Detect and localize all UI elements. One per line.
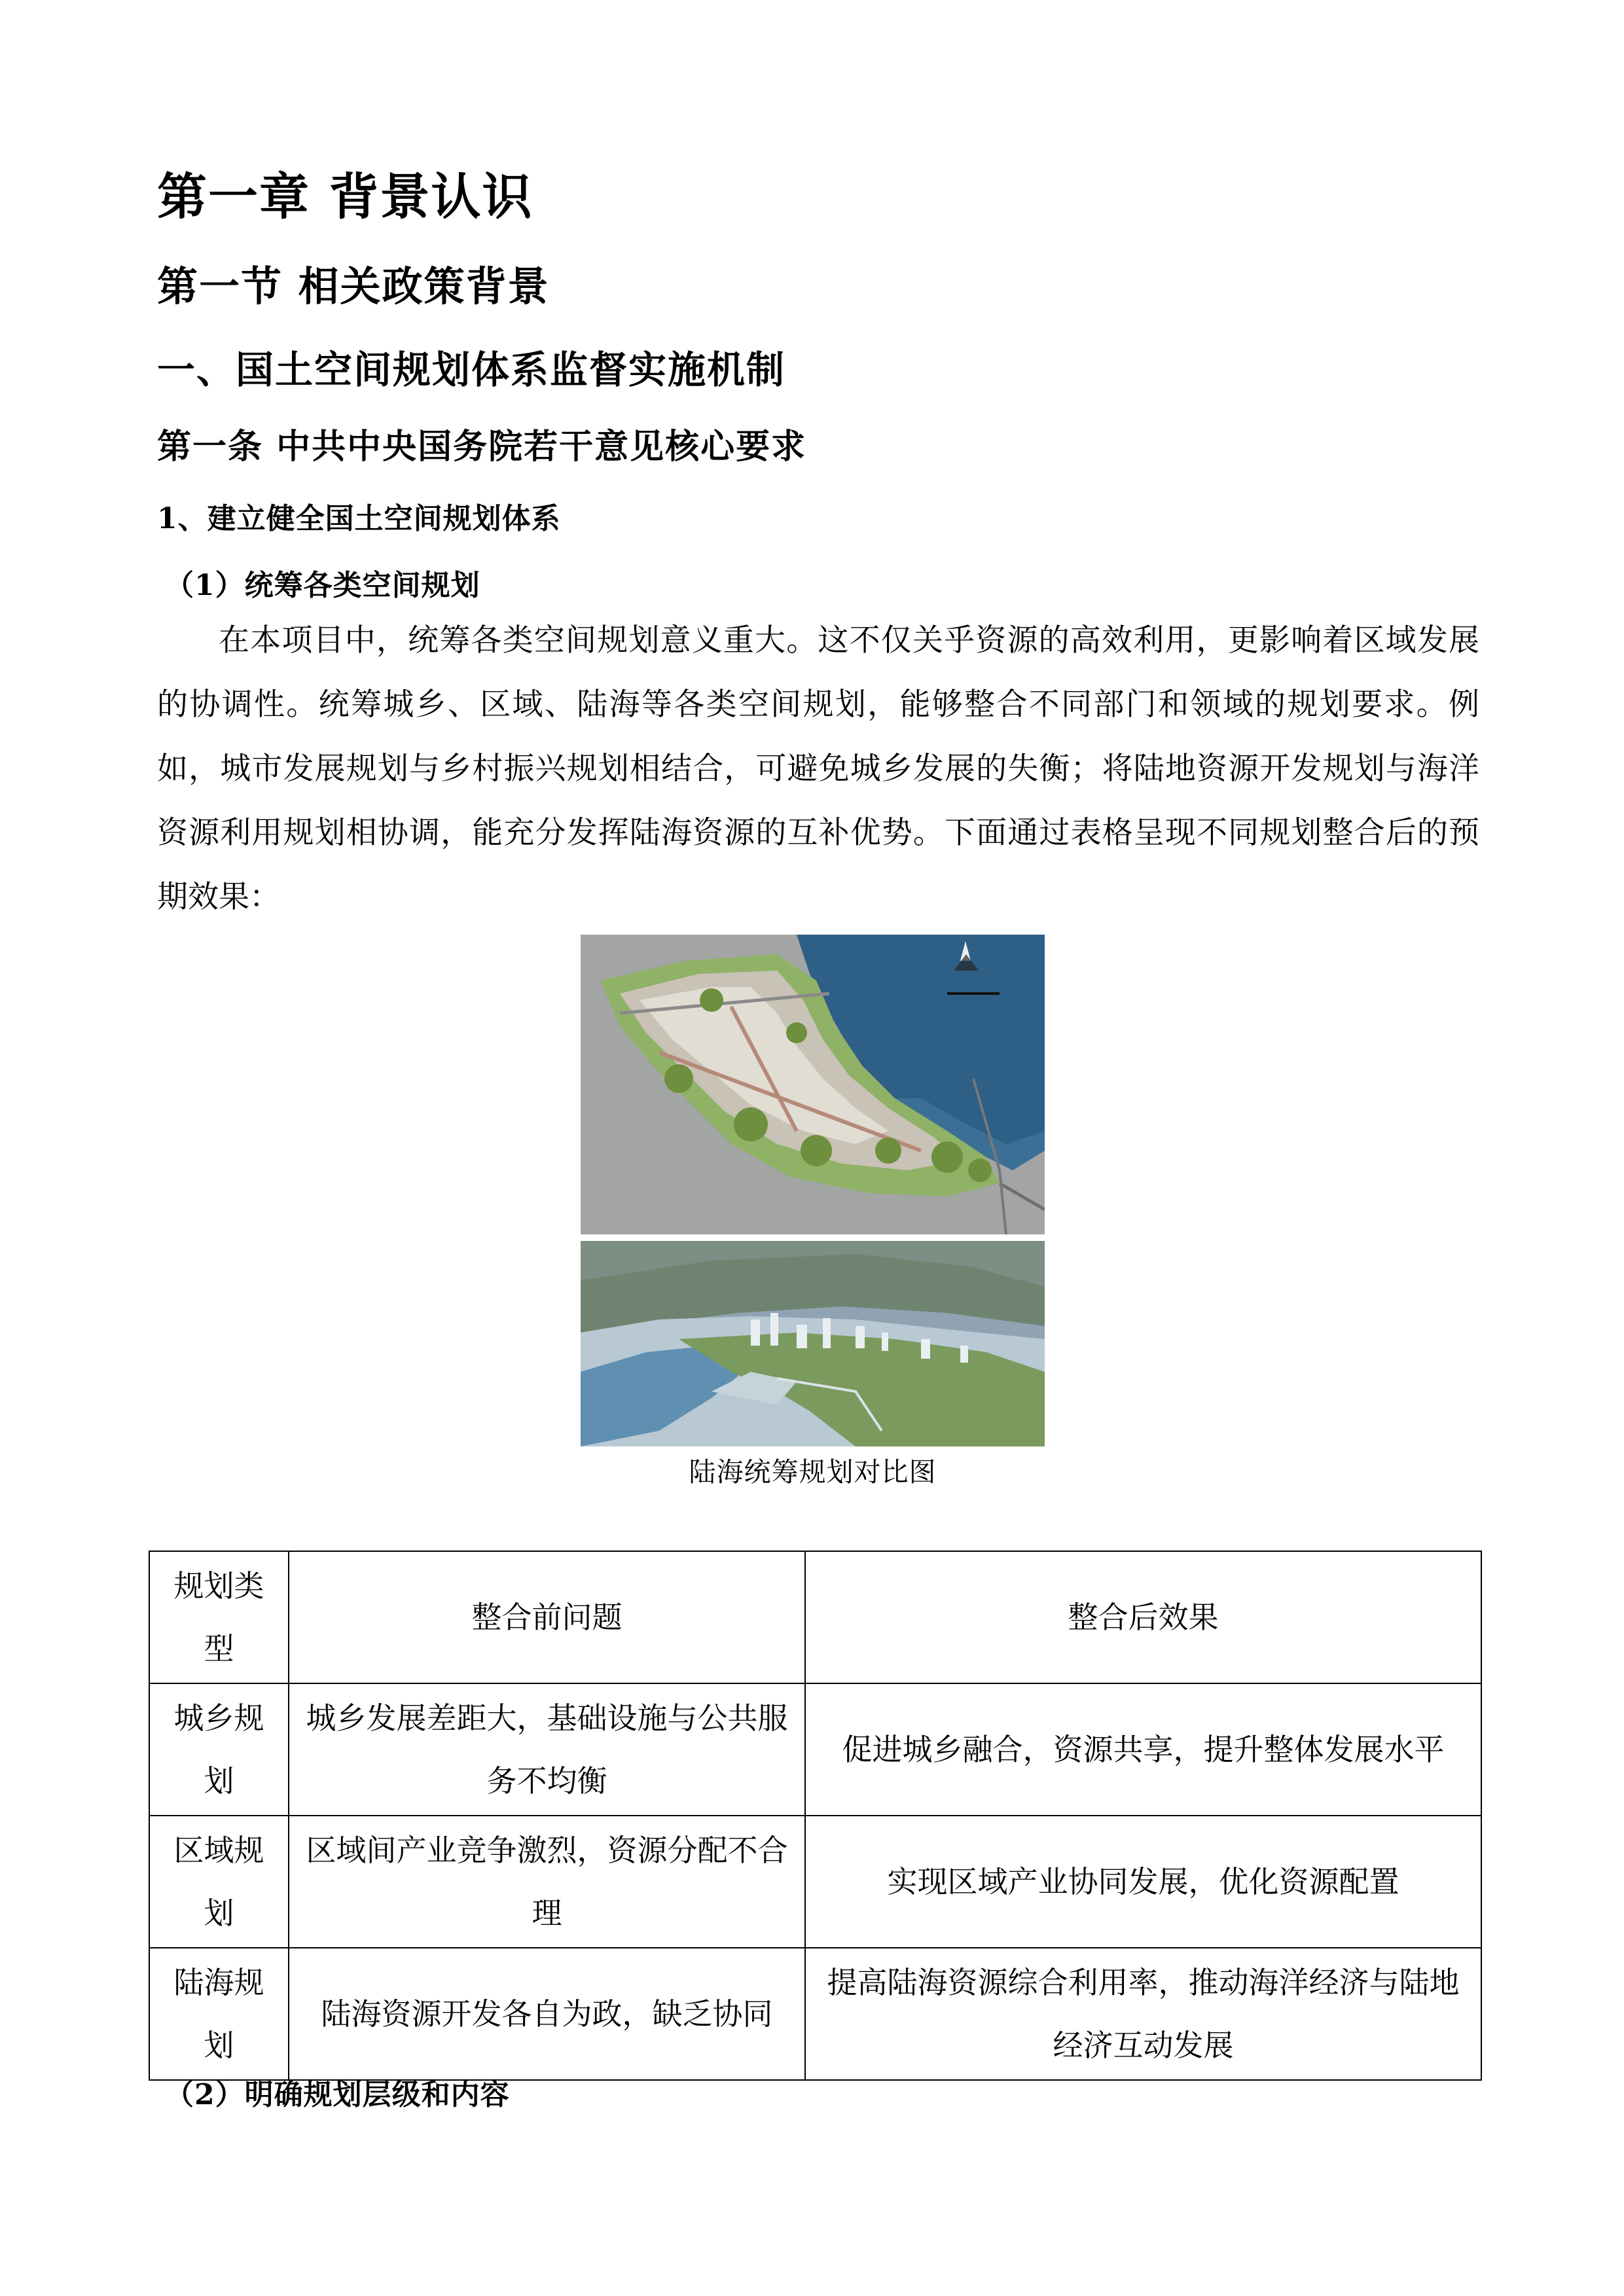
coastal-aerial-rendering-image: [581, 1241, 1045, 1446]
table-row: [149, 1816, 1481, 1948]
chapter-title: 第一章 背景认识: [157, 168, 533, 226]
header-cell-after: 整合后效果: [805, 1551, 1481, 1683]
master-plan-map-image: [581, 935, 1045, 1234]
table-cell-after: 实现区域产业协同发展，优化资源配置: [805, 1816, 1481, 1948]
header-cell-type: 规划类型: [149, 1551, 289, 1683]
table-cell-before: 区域间产业竞争激烈，资源分配不合理: [289, 1816, 805, 1948]
planning-figure: [581, 935, 1045, 1446]
table-cell-after: 促进城乡融合，资源共享，提升整体发展水平: [805, 1683, 1481, 1816]
figure-caption: 陆海统筹规划对比图: [689, 1456, 937, 1488]
section-title: 第一节 相关政策背景: [157, 262, 550, 310]
table-cell-before: 城乡发展差距大，基础设施与公共服务不均衡: [289, 1683, 805, 1816]
table-cell-after: 提高陆海资源综合利用率，推动海洋经济与陆地经济互动发展: [805, 1948, 1481, 2080]
article-title: 第一条 中共中央国务院若干意见核心要求: [157, 427, 807, 467]
table-cell-type: 陆海规划: [149, 1948, 289, 2080]
table-cell-type: 城乡规划: [149, 1683, 289, 1816]
planning-comparison-table: [149, 1551, 1482, 2081]
item-heading: 1、建立健全国土空间规划体系: [157, 502, 561, 535]
body-paragraph: 在本项目中，统筹各类空间规划意义重大。这不仅关乎资源的高效利用，更影响着区域发展的协调性。统筹城乡、区域、陆海等各类空间规划，能够整合不同部门和领域的规划要求。例如，城市发展规划与乡村振兴规划相结合，可避免城乡发展的失衡；将陆地资源开发规划与海洋资源利用规划相协调，能充分发挥陆海资源的互补优势。下面通过表格呈现不同规划整合后的预期效果：: [157, 622, 1479, 915]
table-row: [149, 1683, 1481, 1816]
subsection-title: 一、国土空间规划体系监督实施机制: [157, 348, 786, 392]
table-row: [149, 1948, 1481, 2080]
table-cell-type: 区域规划: [149, 1816, 289, 1948]
table-cell-before: 陆海资源开发各自为政，缺乏协同: [289, 1948, 805, 2080]
subitem-heading-2: （2）明确规划层级和内容: [165, 2078, 510, 2111]
table-header-row: [149, 1551, 1481, 1683]
subitem-heading-1: （1）统筹各类空间规划: [165, 569, 480, 602]
header-cell-before: 整合前问题: [289, 1551, 805, 1683]
